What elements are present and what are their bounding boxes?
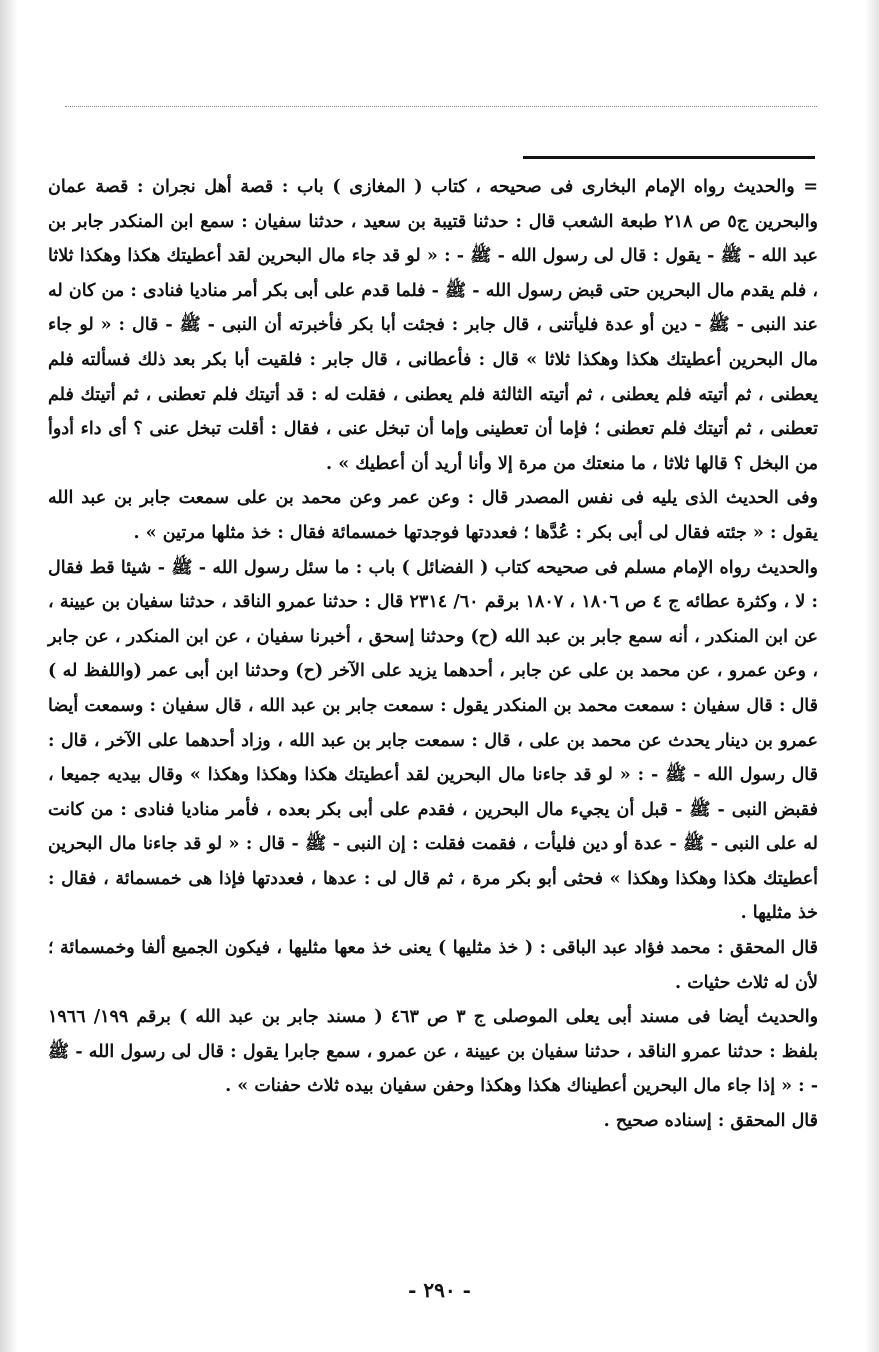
footnote-paragraph-muslim: والحديث رواه الإمام مسلم فى صحيحه كتاب ( الفضائل ) باب : ما سئل رسول الله - ﷺ - شيئا قط فقال : لا ، وكثرة عطائه ج ٤ ص ١٨٠٦ ، ١٨٠٧ برقم ٦٠/ ٢٣١٤ قال : حدثنا عمرو الناقد ، حدثنا سفيان بن عيينة ، عن ابن المنكدر ، أنه سمع جابر بن عبد الله (ح) وحدثنا إسحق ، أخبرنا سفيان ، عن ابن المنكدر ، عن جابر ، وعن عمرو ، عن محمد بن على عن جابر ، أحدهما يزيد على الآخر (ح) وحدثنا ابن أبى عمر (واللفظ له ) قال : قال سفيان : سمعت محمد بن المنكدر يقول : سمعت جابر بن عبد الله ، قال سفيان : وسمعت أيضا عمرو بن دينار يحدث عن محمد بن على ، قال : سمعت جابر بن عبد الله ، وزاد أحدهما على الآخر ، قال : قال رسول الله - ﷺ - : « لو قد جاءنا مال البحرين لقد أعطيتك هكذا وهكذا وهكذا » وقال بيديه جميعا ، فقبض النبى - ﷺ - قبل أن يجيء مال البحرين ، فقدم على أبى بكر بعده ، فأمر مناديا فنادى : من كانت له على النبى - ﷺ - عدة أو دين فليأت ، فقمت فقلت : إن النبى - ﷺ - قال : « لو قد جاءنا مال البحرين أعطيتك هكذا وهكذا وهكذا » فحثى أبو بكر مرة ، ثم قال لى : عدها ، فعددتها فإذا هى خمسمائة ، فقال : خذ مثليها .	[48, 557, 818, 924]
page-number: - ٢٩٠ -	[408, 1278, 471, 1302]
footnote-text-block	[48, 170, 818, 1139]
footnote-paragraph-bukhari: = والحديث رواه الإمام البخارى فى صحيحه ، كتاب ( المغازى ) باب : قصة أهل نجران : قصة عمان والبحرين ج٥ ص ٢١٨ طبعة الشعب قال : حدثنا قتيبة بن سعيد ، حدثنا سفيان : سمع ابن المنكدر جابر بن عبد الله - ﷺ - يقول : قال لى رسول الله - ﷺ - : « لو قد جاء مال البحرين لقد أعطيتك هكذا وهكذا ثلاثا ، فلم يقدم مال البحرين حتى قبض رسول الله - ﷺ - فلما قدم على أبى بكر أمر مناديا فنادى : من كان له عند النبى - ﷺ - دين أو عدة فليأتنى ، قال جابر : فجئت أبا بكر فأخبرته أن النبى - ﷺ - قال : « لو جاء مال البحرين أعطيتك هكذا وهكذا ثلاثا » قال : فأعطانى ، قال جابر : فلقيت أبا بكر بعد ذلك فسألته فلم يعطنى ، ثم أتيته فلم يعطنى ، ثم أتيته الثالثة فلم يعطنى ، فقلت له : قد أتيتك فلم تعطنى ، ثم أتيتك فلم تعطنى ، ثم أتيتك فلم تعطنى ؛ فإما أن تعطينى وإما أن تبخل عنى ، فقال : أقلت تبخل عنى ؟ أى داء أدوأ من البخل ؟ قالها ثلاثا ، ما منعتك من مرة إلا وأنا أريد أن أعطيك » .	[48, 177, 819, 474]
footnote-paragraph-isnad-verdict: قال المحقق : إسناده صحيح .	[603, 1111, 818, 1132]
footnote-paragraph-next-hadith: وفى الحديث الذى يليه فى نفس المصدر قال : وعن عمر وعن محمد بن على سمعت جابر بن عبد الله يقول : « جئته فقال لى أبى بكر : عُدَّها ؛ فعددتها فوجدتها خمسمائة فقال : خذ مثلها مرتين » .	[48, 488, 818, 543]
header-dotted-rule	[65, 106, 817, 107]
page-edge-shadow-right	[865, 0, 879, 1352]
footnote-separator-rule	[523, 156, 815, 159]
footnote-paragraph-editor-note: قال المحقق : محمد فؤاد عبد الباقى : ( خذ مثليها ) يعنى خذ معها مثليها ، فيكون الجميع ألفا وخمسمائة ؛ لأن له ثلاث حثيات .	[48, 938, 818, 993]
page-edge-shadow-left	[0, 0, 18, 1352]
footnote-paragraph-abu-yala: والحديث أيضا فى مسند أبى يعلى الموصلى ج ٣ ص ٤٦٣ ( مسند جابر بن عبد الله ) برقم ١٩٩/ ١٩٦٦ بلفظ : حدثنا عمرو الناقد ، حدثنا سفيان بن عيينة ، عن عمرو ، سمع جابرا يقول : قال لى رسول الله - ﷺ - : « إذا جاء مال البحرين أعطيناك هكذا وهكذا وحفن سفيان بيده ثلاث حفنات » .	[48, 1007, 819, 1097]
